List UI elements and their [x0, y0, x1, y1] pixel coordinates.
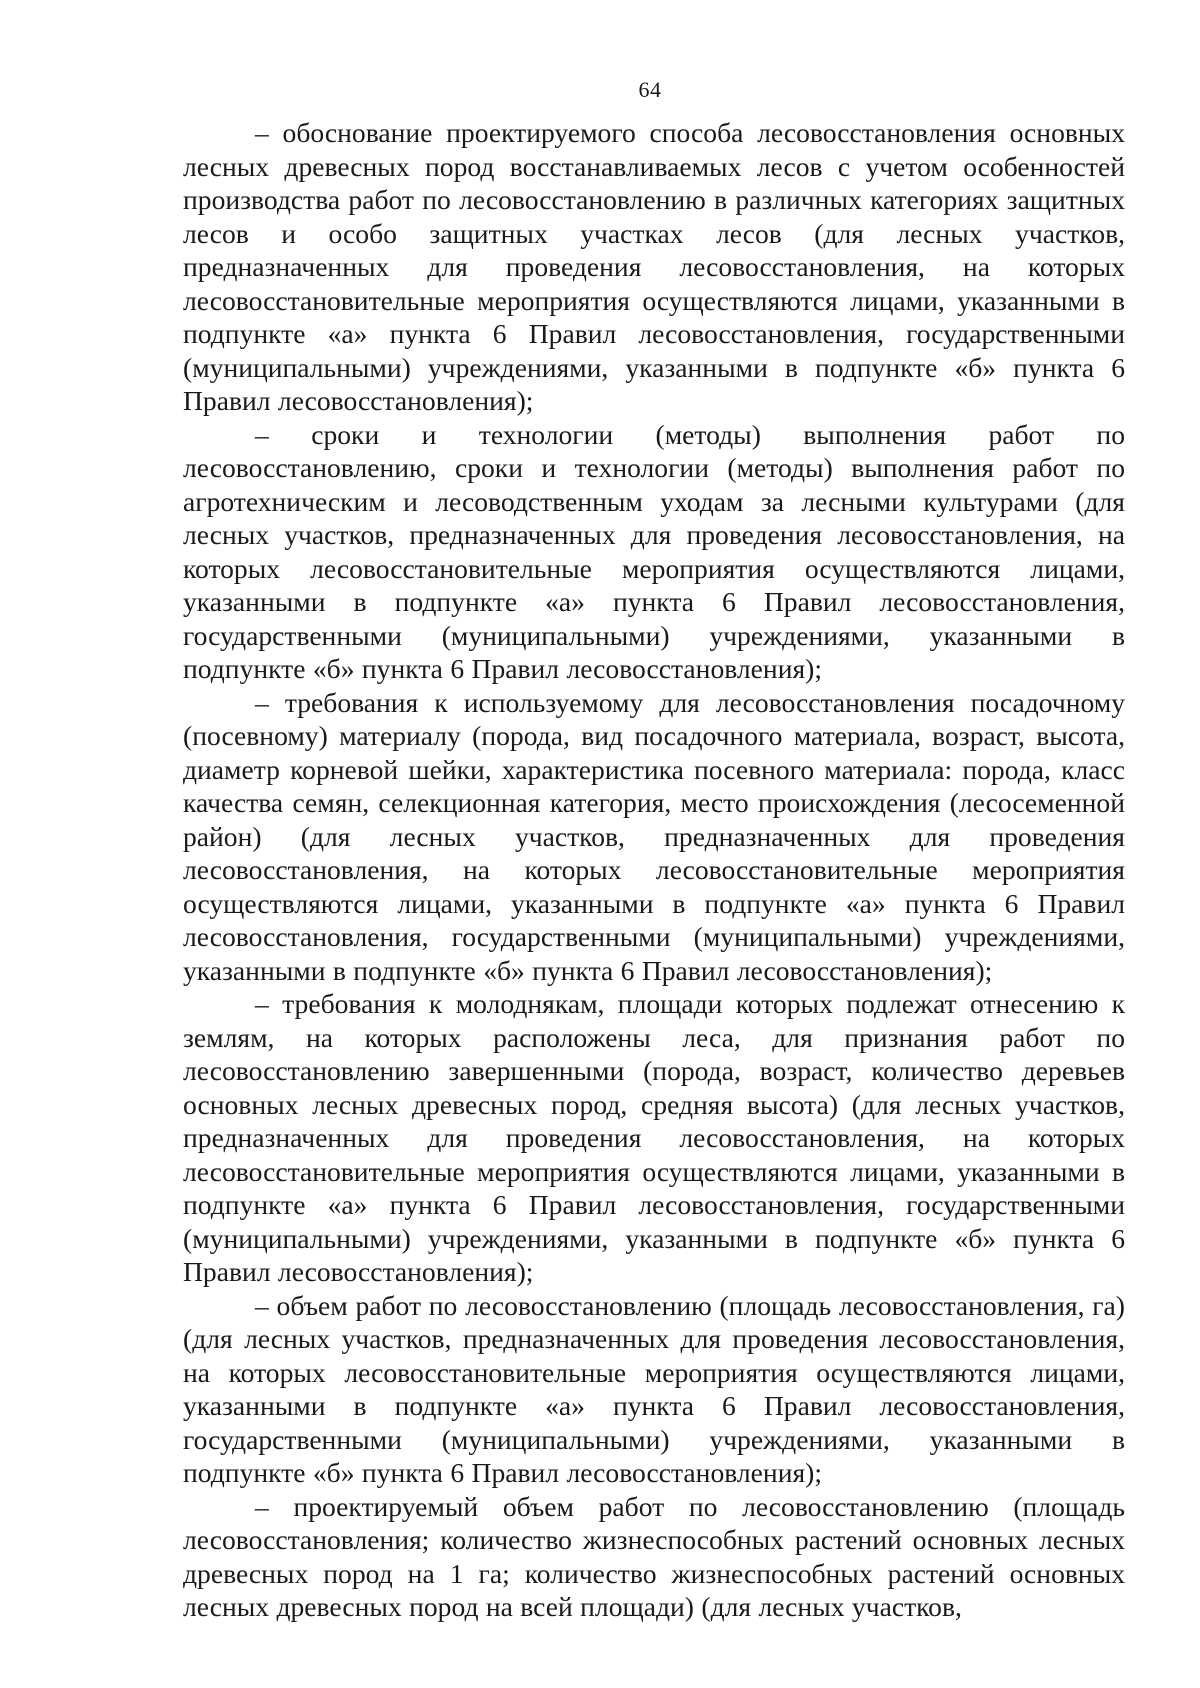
paragraph-timing-and-technologies: – сроки и технологии (методы) выполнения работ по лесовосстановлению, сроки и технологии (методы) выполнения работ по агротехническим и лесоводственным уходам за лесными культурами (для лесных участков, предназначенных для проведения лесовосстановления, на которых лесовосстановительные мероприятия осуществляются лицами, указанными в подпункте «а» пункта 6 Правил лесовосстановления, государственными (муниципальными) учреждениями, указанными в подпункте «б» пункта 6 Правил лесовосстановления);: [183, 418, 1125, 684]
paragraph-planting-material-requirements: – требования к используемому для лесовосстановления посадочному (посевному) материалу (порода, вид посадочного материала, возраст, высота, диаметр корневой шейки, характеристика посевного материала: порода, класс качества семян, селекционная категория, место происхождения (лесосеменной район) (для лесных участков, предназначенных для проведения лесовосстановления, на которых лесовосстановительные мероприятия осуществляются лицами, указанными в подпункте «а» пункта 6 Правил лесовосстановления, государственными (муниципальными) учреждениями, указанными в подпункте «б» пункта 6 Правил лесовосстановления);: [183, 686, 1125, 986]
paragraph-work-volume: – объем работ по лесовосстановлению (площадь лесовосстановления, га) (для лесных участков, предназначенных для проведения лесовосстановления, на которых лесовосстановительные мероприятия осуществляются лицами, указанными в подпункте «а» пункта 6 Правил лесовосстановления, государственными (муниципальными) учреждениями, указанными в подпункте «б» пункта 6 Правил лесовосстановления);: [183, 1289, 1125, 1488]
page-number: 64: [638, 77, 662, 102]
document-body: [183, 116, 1125, 1624]
paragraph-projected-work-volume: – проектируемый объем работ по лесовосстановлению (площадь лесовосстановления; количество жизнеспособных растений основных лесных древесных пород на 1 га; количество жизнеспособных растений основных лесных древесных пород на всей площади) (для лесных участков,: [183, 1490, 1125, 1622]
paragraph-young-stands-requirements: – требования к молоднякам, площади которых подлежат отнесению к землям, на которых расположены леса, для признания работ по лесовосстановлению завершенными (порода, возраст, количество деревьев основных лесных древесных пород, средняя высота) (для лесных участков, предназначенных для проведения лесовосстановления, на которых лесовосстановительные мероприятия осуществляются лицами, указанными в подпункте «а» пункта 6 Правил лесовосстановления, государственными (муниципальными) учреждениями, указанными в подпункте «б» пункта 6 Правил лесовосстановления);: [183, 988, 1125, 1287]
paragraph-justification-of-method: – обоснование проектируемого способа лесовосстановления основных лесных древесных пород восстанавливаемых лесов с учетом особенностей производства работ по лесовосстановлению в различных категориях защитных лесов и особо защитных участках лесов (для лесных участков, предназначенных для проведения лесовосстановления, на которых лесовосстановительные мероприятия осуществляются лицами, указанными в подпункте «а» пункта 6 Правил лесовосстановления, государственными (муниципальными) учреждениями, указанными в подпункте «б» пункта 6 Правил лесовосстановления);: [183, 117, 1125, 416]
